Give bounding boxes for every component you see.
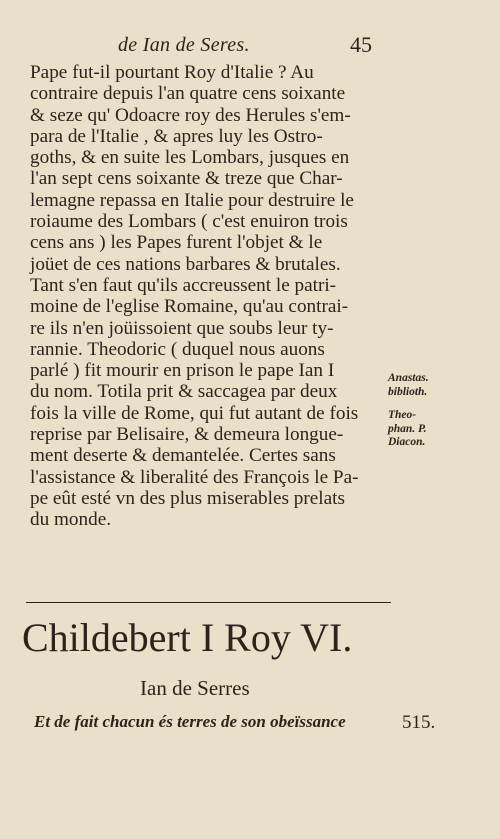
text-line: pe eût esté vn des plus miserables prelats [30,487,345,509]
section-rule [26,602,391,603]
text-line: cens ans ) les Papes furent l'objet & le [30,232,323,254]
running-head-title: de Ian de Seres. [118,34,250,56]
text-line: & seze qu' Odoacre roy des Herules s'em- [30,104,351,126]
text-line: joüet de ces nations barbares & brutales. [30,253,341,275]
margin-note: Diacon. [388,436,426,448]
text-line: Pape fut-il pourtant Roy d'Italie ? Au [30,62,314,83]
text-line: l'assistance & liberalité des François le Pa- [30,466,359,488]
margin-note: Theo- [388,409,417,421]
text-line: lemagne repassa en Italie pour destruire le [30,189,354,211]
margin-note: biblioth. [388,385,428,398]
section-heading: Childebert I Roy VI. [22,615,353,660]
signature-mark: 515. [402,712,436,733]
text-line: re ils n'en joüissoient que soubs leur ty- [30,317,334,339]
margin-note: Anastas. [388,372,429,384]
text-line: du nom. Totila prit & saccagea par deux [30,381,338,403]
margin-note: phan. P. [388,422,427,435]
text-line: l'an sept cens soixante & treze que Char- [30,168,343,190]
text-line: du monde. [30,509,112,531]
text-line: rannie. Theodoric ( duquel nous auons [30,338,325,360]
text-line: Tant s'en faut qu'ils accreussent le patri- [30,274,337,296]
text-line: para de l'Italie , & apres luy les Ostro- [30,125,323,147]
running-head [0,34,500,60]
text-line: moine de l'eglise Romaine, qu'au contrai- [30,296,349,318]
text-line: goths, & en suite les Lombars, jusques en [30,147,350,169]
page-footer [24,712,484,742]
section-subheading: Ian de Serres [140,676,250,700]
text-line: parlé ) fit mourir en prison le pape Ian I [30,360,335,382]
catchline: Et de fait chacun és terres de son obeïssance [34,712,346,731]
text-line: reprise par Belisaire, & demeura longue- [30,424,344,446]
text-line: contraire depuis l'an quatre cens soixante [30,83,346,105]
body-text [30,62,390,531]
margin-notes [388,372,468,450]
page-number: 45 [350,32,372,57]
text-line: ment deserte & demantelée. Certes sans [30,445,336,467]
text-line: fois la ville de Rome, qui fut autant de fois [30,402,359,424]
text-line: roiaume des Lombars ( c'est enuiron trois [30,211,348,233]
